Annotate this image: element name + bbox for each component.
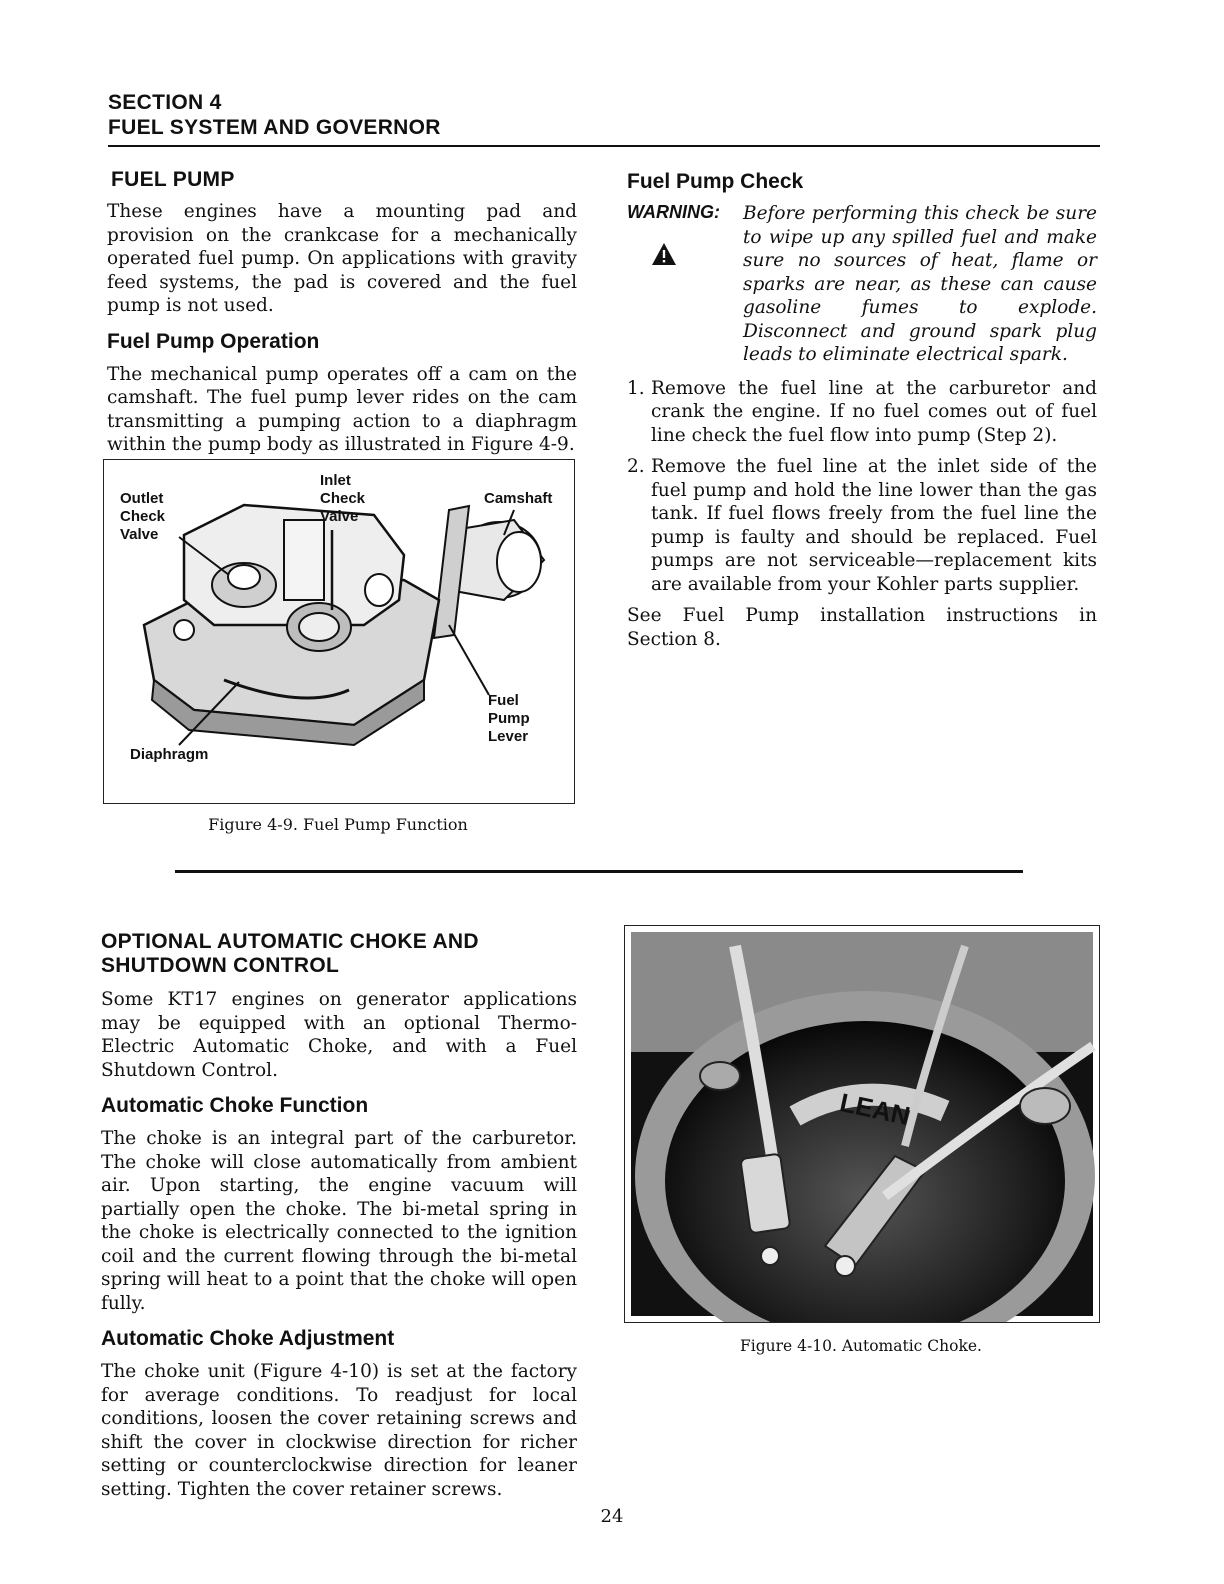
choke-adjust-body: The choke unit (Figure 4-10) is set at the factory for average conditions. To readjust for local conditions, loosen the cover retaining screws and shift the cover in clockwise direction for richer setting or counterclockwise direction for leaner setting. Tighten the cover retainer screws.	[101, 1361, 577, 1500]
fuel-pump-operation-heading: Fuel Pump Operation	[107, 329, 320, 353]
fuel-pump-body: These engines have a mounting pad and provision on the crankcase for a mechanically operated fuel pump. On applications with gravity feed systems, the pad is covered and the fuel pump is not used.	[107, 201, 577, 316]
figure-4-10-caption: Figure 4-10. Automatic Choke.	[740, 1337, 982, 1355]
choke-function-body: The choke is an integral part of the carburetor. The choke will close automatically from ambient air. Upon starting, the engine vacuum will partially open the choke. The bi-metal spring in the choke is electrically connected to the ignition coil and the current flowing through the bi-metal spring will heat to a point that the choke will open fully.	[101, 1128, 577, 1314]
figure-4-10-frame	[624, 925, 1100, 1323]
label-inlet-check-valve: Inlet Check Valve	[320, 472, 366, 525]
choke-heading-line-1: OPTIONAL AUTOMATIC CHOKE AND	[101, 930, 479, 953]
section-number: SECTION 4	[108, 91, 222, 114]
section-title: FUEL SYSTEM AND GOVERNOR	[108, 116, 441, 139]
figure-4-9-caption: Figure 4-9. Fuel Pump Function	[208, 815, 468, 834]
warning-label: WARNING:	[627, 202, 720, 222]
label-outlet-check-valve: Outlet Check Valve	[120, 490, 166, 543]
choke-lean-marking: LEAN	[837, 1087, 913, 1132]
fuel-pump-check-section	[627, 170, 1097, 651]
page-number: 24	[600, 1506, 624, 1527]
label-camshaft: Camshaft	[484, 490, 553, 507]
warning-block	[627, 202, 1097, 367]
mid-page-rule	[175, 870, 1023, 873]
fuel-pump-heading: FUEL PUMP	[111, 168, 235, 191]
choke-adjust-heading: Automatic Choke Adjustment	[101, 1327, 395, 1350]
choke-section	[101, 930, 577, 1501]
check-steps	[627, 377, 1097, 597]
choke-heading-line-2: SHUTDOWN CONTROL	[101, 954, 340, 977]
warning-text: Before performing this check be sure to wipe up any spilled fuel and make sure no sources of heat, flame or sparks are near, as these can cause gasoline fumes to explode. Disconnect and ground spark plug leads to eliminate electrical spark.	[743, 203, 1097, 365]
section-header	[108, 90, 1100, 140]
warning-triangle-icon	[651, 242, 677, 266]
list-item: 1. Remove the fuel line at the carburetor and crank the engine. If no fuel comes out of fuel line check the fuel flow into pump (Step 2).	[627, 377, 1097, 446]
fuel-pump-operation-body: The mechanical pump operates off a cam on the camshaft. The fuel pump lever rides on the cam transmitting a pumping action to a diaphragm within the pump body as illustrated in Figure 4-9.	[107, 363, 577, 455]
label-fuel-pump-lever: Fuel Pump Lever	[488, 692, 530, 745]
choke-body: Some KT17 engines on generator applications may be equipped with an optional Thermo-Electric Automatic Choke, and with a Fuel Shutdown Control.	[101, 989, 577, 1081]
fuel-pump-check-note: See Fuel Pump installation instructions in Section 8.	[627, 605, 1097, 650]
fuel-pump-check-heading: Fuel Pump Check	[627, 170, 804, 193]
label-diaphragm: Diaphragm	[130, 746, 209, 763]
list-item: 2. Remove the fuel line at the inlet side of the fuel pump and hold the line lower than the gas tank. If fuel flows freely from the fuel line the pump is faulty and should be replaced. Fuel pumps are not serviceable—replacement kits are available from your Kohler parts supplier.	[627, 456, 1097, 595]
choke-function-heading: Automatic Choke Function	[101, 1094, 369, 1117]
fuel-pump-section	[107, 168, 577, 457]
automatic-choke-photo	[625, 926, 1099, 1322]
header-rule	[108, 145, 1100, 147]
figure-4-9-frame	[103, 459, 575, 804]
